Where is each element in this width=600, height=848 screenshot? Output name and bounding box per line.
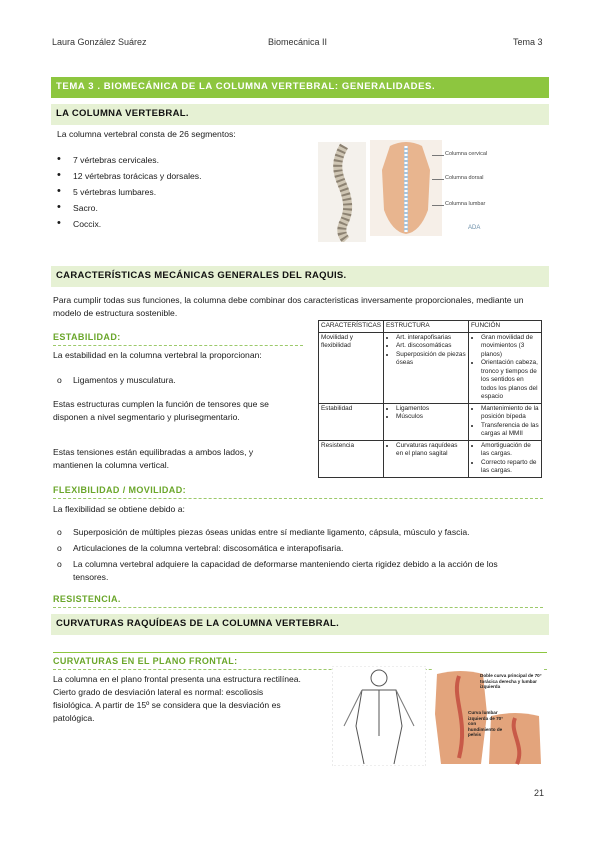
body-outline-image xyxy=(332,666,426,766)
section-heading-caracteristicas: CARACTERÍSTICAS MECÁNICAS GENERALES DEL RAQUIS. xyxy=(51,266,549,287)
list-item: • Gran movilidad de movimientos (3 planos) xyxy=(481,334,539,360)
table-cell xyxy=(384,332,469,403)
label-line xyxy=(432,155,444,156)
curvaturas-frontal-heading: CURVATURAS EN EL PLANO FRONTAL: xyxy=(53,652,547,670)
section-heading-curvaturas: CURVATURAS RAQUÍDEAS DE LA COLUMNA VERTEBRAL. xyxy=(51,614,549,635)
resistencia-heading: RESISTENCIA. xyxy=(53,594,543,608)
table-header: CARACTERÍSTICAS xyxy=(319,321,384,333)
table-cell xyxy=(469,440,542,477)
vertebrae-list xyxy=(55,152,295,232)
list-item: • 12 vértebras torácicas y dorsales. xyxy=(55,168,295,184)
spine-side-view-image xyxy=(318,142,366,242)
table-cell xyxy=(469,332,542,403)
header-author: Laura González Suárez xyxy=(52,37,147,47)
label-line xyxy=(432,205,444,206)
figure-label-lumbar: Columna lumbar xyxy=(445,201,486,207)
table-header: ESTRUCTURA xyxy=(384,321,469,333)
estabilidad-paragraph-1: Estas estructuras cumplen la función de tensores que se disponen a nivel segmentario y plurisegmentario. xyxy=(53,399,269,422)
list-item: • Músculos xyxy=(396,413,466,422)
table-cell: Movilidad y flexibilidad xyxy=(319,332,384,403)
characteristics-table xyxy=(318,320,542,478)
list-item: • Coccix. xyxy=(55,216,295,232)
section2-intro: Para cumplir todas sus funciones, la columna debe combinar dos caracteristicas inversamente proporcionales, mediante un modelo de estructura sostenible. xyxy=(53,295,524,318)
figure-label-cervical: Columna cervical xyxy=(445,151,488,157)
list-item: • Art. discosomáticas xyxy=(396,342,466,351)
list-item: • 5 vértebras lumbares. xyxy=(55,184,295,200)
estabilidad-heading: ESTABILIDAD: xyxy=(53,332,303,346)
list-item: • Mantenimiento de la posición bípeda xyxy=(481,405,539,422)
header-subject: Biomecánica II xyxy=(268,37,328,47)
list-item: • Curvaturas raquídeas en el plano sagital xyxy=(396,442,466,459)
table-row xyxy=(319,403,542,440)
table-row xyxy=(319,440,542,477)
scoliosis-label-1: Doble curva principal de 70° torácica derecha y lumbar izquierda xyxy=(480,673,542,689)
table-header: FUNCIÓN xyxy=(469,321,542,333)
page-number: 21 xyxy=(534,788,545,798)
list-item: o Ligamentos y musculatura. xyxy=(55,374,295,387)
flexibilidad-list xyxy=(55,526,535,587)
list-item: • Transferencia de las cargas al MMII xyxy=(481,422,539,439)
list-item: • Art. interapofisarias xyxy=(396,334,466,343)
section-heading-columna: LA COLUMNA VERTEBRAL. xyxy=(51,104,549,125)
curvaturas-frontal-text: La columna en el plano frontal presenta una estructura rectilínea. Cierto grado de desviación lateral es normal: escoliosis fisiológica. A partir de 15º se considera que la desviación es patológica. xyxy=(53,674,301,723)
header-topic: Tema 3 xyxy=(513,37,543,47)
section1-intro: La columna vertebral consta de 26 segmentos: xyxy=(57,129,236,139)
list-item: • Correcto reparto de las cargas. xyxy=(481,459,539,476)
table-row xyxy=(319,332,542,403)
list-item: • Amortiguación de las cargas. xyxy=(481,442,539,459)
table-cell xyxy=(469,403,542,440)
table-cell xyxy=(384,440,469,477)
list-item: o Superposición de múltiples piezas óseas unidas entre sí mediante ligamento, cápsula, músculo y fascia. xyxy=(55,526,535,539)
estabilidad-text: La estabilidad en la columna vertebral la proporcionan: xyxy=(53,350,262,360)
table-cell: Resistencia xyxy=(319,440,384,477)
table-cell: Estabilidad xyxy=(319,403,384,440)
list-item: o Articulaciones de la columna vertebral: discosomática e interapofisaria. xyxy=(55,542,535,555)
estabilidad-paragraph-2: Estas tensiones están equilibradas a ambos lados, y mantienen la columna vertical. xyxy=(53,447,254,470)
flexibilidad-heading: FLEXIBILIDAD / MOVILIDAD: xyxy=(53,485,543,499)
scoliosis-label-2: Curva lumbar izquierda de 70° con hundimiento de pelvis xyxy=(468,710,504,737)
figure-label-dorsal: Columna dorsal xyxy=(445,175,484,181)
chapter-title: TEMA 3 . BIOMECÁNICA DE LA COLUMNA VERTEBRAL: GENERALIDADES. xyxy=(51,77,549,98)
list-item: • 7 vértebras cervicales. xyxy=(55,152,295,168)
table-cell xyxy=(384,403,469,440)
list-item: • Ligamentos xyxy=(396,405,466,414)
list-item: • Sacro. xyxy=(55,200,295,216)
estabilidad-list xyxy=(55,374,295,390)
list-item: • Orientación cabeza, tronco y tiempos de los sentidos en todos los planos del espacio xyxy=(481,359,539,402)
label-line xyxy=(432,179,444,180)
figure-credit: ADA xyxy=(468,225,481,231)
list-item: o La columna vertebral adquiere la capacidad de deformarse manteniendo cierta rigidez debido a la acción de los tensores. xyxy=(55,558,535,584)
flexibilidad-text: La flexibilidad se obtiene debido a: xyxy=(53,504,185,514)
list-item: • Superposición de piezas óseas xyxy=(396,351,466,368)
